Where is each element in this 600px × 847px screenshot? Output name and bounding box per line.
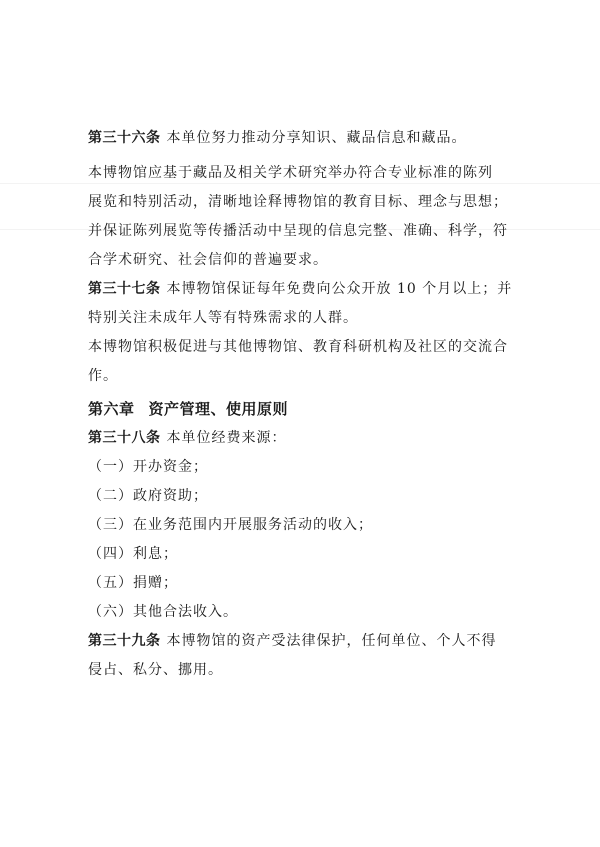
list-item-text: （三）在业务范围内开展服务活动的收入； bbox=[88, 517, 373, 533]
article-36-line-4 bbox=[88, 217, 518, 246]
paragraph-text: 合学术研究、社会信仰的普遍要求。 bbox=[88, 252, 328, 268]
article-36-line-1 bbox=[88, 124, 518, 153]
article-39-line-1 bbox=[88, 627, 518, 656]
list-item-text: （五）捐赠； bbox=[88, 575, 178, 591]
article-number: 第三十六条 bbox=[88, 130, 161, 146]
paragraph-text: 展览和特别活动，清晰地诠释博物馆的教育目标、理念与思想； bbox=[88, 194, 508, 210]
document-body bbox=[88, 124, 518, 685]
paragraph-text: 特别关注未成年人等有特殊需求的人群。 bbox=[88, 310, 358, 326]
chapter-title: 资产管理、使用原则 bbox=[148, 400, 289, 418]
article-38-line-1 bbox=[88, 424, 518, 453]
chapter-number: 第六章 bbox=[88, 400, 135, 418]
article-36-line-2 bbox=[88, 159, 518, 188]
paragraph-text: 作。 bbox=[88, 368, 118, 384]
article-36-line-5 bbox=[88, 246, 518, 275]
list-item bbox=[88, 511, 518, 540]
paragraph-text: 本博物馆保证每年免费向公众开放 10 个月以上；并 bbox=[166, 281, 513, 297]
article-number: 第三十九条 bbox=[88, 633, 161, 649]
article-39-line-2 bbox=[88, 656, 518, 685]
article-number: 第三十七条 bbox=[88, 281, 161, 297]
paragraph-text: 并保证陈列展览等传播活动中呈现的信息完整、准确、科学，符 bbox=[88, 223, 508, 239]
article-37-line-4 bbox=[88, 362, 518, 391]
paragraph-text: 本博物馆的资产受法律保护，任何单位、个人不得 bbox=[166, 633, 497, 649]
chapter-heading bbox=[88, 395, 518, 424]
paragraph-text: 本博物馆应基于藏品及相关学术研究举办符合专业标准的陈列 bbox=[88, 165, 493, 181]
list-item-text: （六）其他合法收入。 bbox=[88, 604, 238, 620]
list-item bbox=[88, 540, 518, 569]
article-36-line-3 bbox=[88, 188, 518, 217]
paragraph-text: 侵占、私分、挪用。 bbox=[88, 662, 223, 678]
list-item-text: （四）利息； bbox=[88, 546, 178, 562]
paragraph-text: 本单位经费来源： bbox=[166, 430, 287, 446]
paragraph-text: 本博物馆积极促进与其他博物馆、教育科研机构及社区的交流合 bbox=[88, 339, 508, 355]
article-37-line-3 bbox=[88, 333, 518, 362]
list-item bbox=[88, 569, 518, 598]
list-item bbox=[88, 482, 518, 511]
article-37-line-1 bbox=[88, 275, 518, 304]
list-item-text: （一）开办资金； bbox=[88, 459, 208, 475]
article-37-line-2 bbox=[88, 304, 518, 333]
paragraph-text: 本单位努力推动分享知识、藏品信息和藏品。 bbox=[166, 130, 467, 146]
list-item bbox=[88, 453, 518, 482]
list-item bbox=[88, 598, 518, 627]
article-number: 第三十八条 bbox=[88, 430, 161, 446]
list-item-text: （二）政府资助； bbox=[88, 488, 208, 504]
